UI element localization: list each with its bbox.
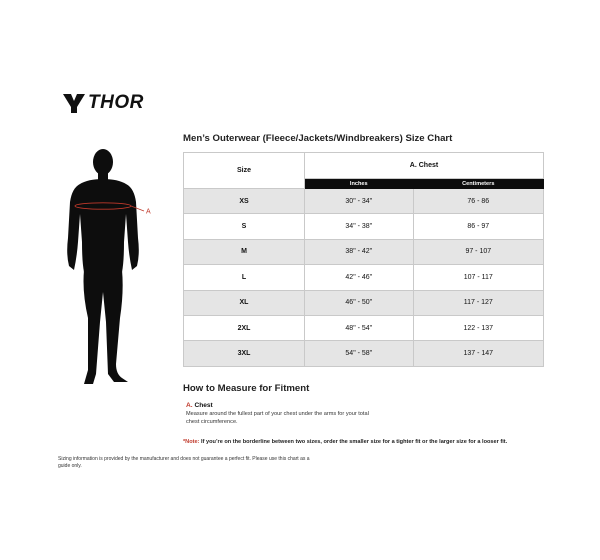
size-cell: 3XL — [184, 341, 305, 366]
cm-cell: 122 - 137 — [413, 315, 543, 340]
table-row — [184, 315, 544, 340]
table-row — [184, 239, 544, 264]
chest-label: Chest — [194, 402, 213, 409]
disclaimer-text: Sizing information is provided by the manufacturer and does not guarantee a perfect fit. Please use this chart as a guide only. — [58, 456, 310, 470]
inches-cell: 46" - 50" — [305, 290, 414, 315]
body-silhouette-icon — [58, 142, 158, 390]
fit-note — [183, 439, 507, 445]
table-row — [184, 290, 544, 315]
table-row — [184, 265, 544, 290]
inches-cell: 54" - 58" — [305, 341, 414, 366]
cm-cell: 137 - 147 — [413, 341, 543, 366]
chest-instruction-title — [186, 402, 213, 409]
cm-cell: 97 - 107 — [413, 239, 543, 264]
chest-instruction-text: Measure around the fullest part of your chest under the arms for your total chest circumference. — [186, 411, 369, 426]
cm-cell: 86 - 97 — [413, 214, 543, 239]
size-cell: 2XL — [184, 315, 305, 340]
size-cell: M — [184, 239, 305, 264]
inches-cell: 34" - 38" — [305, 214, 414, 239]
table-row — [184, 214, 544, 239]
cm-cell: 117 - 127 — [413, 290, 543, 315]
page-title: Men’s Outerwear (Fleece/Jackets/Windbreakers) Size Chart — [183, 133, 453, 144]
size-column-header: Size — [184, 153, 305, 189]
inches-subheader: Inches — [305, 179, 414, 189]
note-text: If you’re on the borderline between two sizes, order the smaller size for a tighter fit or the larger size for a looser fit. — [201, 439, 508, 445]
inches-cell: 30" - 34" — [305, 189, 414, 214]
chest-letter: A. — [186, 402, 193, 409]
howto-heading: How to Measure for Fitment — [183, 383, 310, 394]
size-cell: XS — [184, 189, 305, 214]
note-label: *Note: — [183, 439, 200, 445]
size-cell: L — [184, 265, 305, 290]
centimeters-subheader: Centimeters — [413, 179, 543, 189]
cm-cell: 107 - 117 — [413, 265, 543, 290]
size-cell: S — [184, 214, 305, 239]
table-row — [184, 341, 544, 366]
inches-cell: 42" - 46" — [305, 265, 414, 290]
brand-logo-text: THOR — [88, 92, 144, 113]
cm-cell: 76 - 86 — [413, 189, 543, 214]
size-chart-table — [183, 152, 544, 367]
inches-cell: 48" - 54" — [305, 315, 414, 340]
chest-marker-label: A — [146, 208, 151, 216]
chest-column-header: A. Chest — [305, 153, 544, 179]
table-row — [184, 189, 544, 214]
inches-cell: 38" - 42" — [305, 239, 414, 264]
size-cell: XL — [184, 290, 305, 315]
